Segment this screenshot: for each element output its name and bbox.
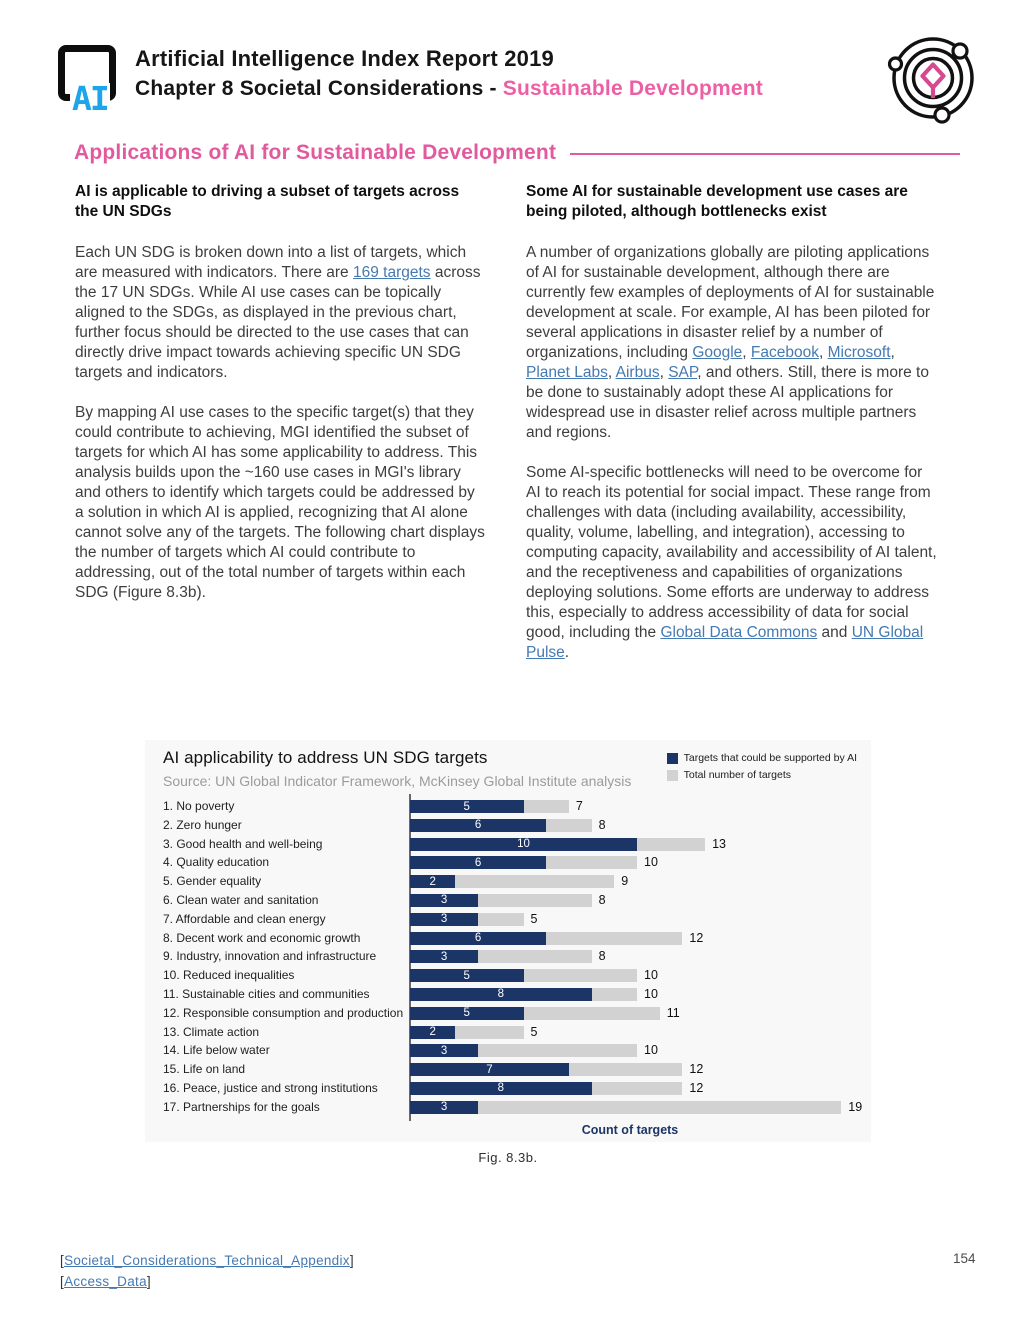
chart-bar-track bbox=[410, 910, 855, 929]
total-value-label: 19 bbox=[848, 1099, 863, 1114]
total-value-label: 12 bbox=[689, 930, 704, 945]
chart-row bbox=[163, 966, 855, 985]
chart-row bbox=[163, 929, 855, 948]
text-run: , bbox=[659, 364, 669, 381]
ai-value-label: 7 bbox=[486, 1063, 493, 1076]
ai-value-label: 2 bbox=[429, 875, 436, 888]
chart-bar-track bbox=[410, 816, 855, 835]
legend-swatch bbox=[667, 753, 678, 764]
bracket: [ bbox=[60, 1274, 65, 1289]
total-value-label: 8 bbox=[598, 817, 606, 832]
text-run: , and others. Still, there is more to be done to sustainably adopt these AI applications for widespread use in disaster relief across multiple partners and regions. bbox=[526, 364, 929, 441]
logo-ai-text: AI bbox=[72, 78, 108, 118]
ai-targets-bar bbox=[410, 969, 524, 982]
section-heading: Applications of AI for Sustainable Development bbox=[74, 141, 557, 164]
chart-title: AI applicability to address UN SDG targets bbox=[163, 748, 488, 767]
footer-link-line bbox=[60, 1250, 354, 1271]
ai-targets-bar bbox=[410, 932, 546, 945]
ai-value-label: 8 bbox=[497, 988, 504, 1001]
ai-value-label: 6 bbox=[474, 932, 482, 945]
chart-bar-track bbox=[410, 947, 855, 966]
chart-category-label: 17. Partnerships for the goals bbox=[163, 1099, 320, 1114]
text-run: By mapping AI use cases to the specific target(s) that they could contribute to achieving, MGI identified the subset of targets for which AI has some applicability to address. This analysis builds upon the ~160 use cases in MGI's library and others to identify which targets could be addressed by a solution in which AI is applied, recognizing that AI alone cannot solve any of the targets. The following chart displays the number of targets which AI could contribute to addressing, out of the total number of targets within each SDG (Figure 8.3b). bbox=[75, 404, 485, 601]
chart-row bbox=[163, 1023, 855, 1042]
chart-category-label: 4. Quality education bbox=[163, 855, 270, 870]
chart-row bbox=[163, 1098, 863, 1117]
total-value-label: 5 bbox=[530, 1024, 538, 1039]
orbit-icon bbox=[883, 28, 983, 128]
chart-category-label: 11. Sustainable cities and communities bbox=[163, 986, 370, 1001]
chart-category-label: 14. Life below water bbox=[163, 1043, 270, 1058]
right-column bbox=[526, 182, 937, 683]
text-run: and bbox=[817, 624, 852, 641]
left-column bbox=[75, 182, 486, 683]
ai-targets-bar bbox=[410, 913, 478, 926]
legend-label: Targets that could be supported by AI bbox=[683, 752, 857, 764]
chart-category-label: 10. Reduced inequalities bbox=[163, 968, 295, 983]
chart-bar-track bbox=[410, 1079, 855, 1098]
footer-link[interactable]: Societal_Considerations_Technical_Appendix bbox=[64, 1253, 350, 1268]
chart-category-label: 6. Clean water and sanitation bbox=[163, 892, 319, 907]
chart-row bbox=[163, 816, 855, 835]
right-paragraph-1 bbox=[526, 243, 937, 443]
ai-targets-bar bbox=[410, 1007, 524, 1020]
chart-row bbox=[163, 985, 855, 1004]
text-run: Some AI-specific bottlenecks will need to be overcome for AI to reach its potential for social impact. These range from challenges with data (including availability, accessibility, quality, volume, labelling, and integration), accessing to computing capacity, availability and accessibility of AI talent, and the receptiveness and capabilities of organizations deploying solutions. Some efforts are underway to address this, especially to address accessibility of data for social good, including the bbox=[526, 464, 937, 641]
total-value-label: 10 bbox=[644, 855, 658, 870]
ai-value-label: 5 bbox=[463, 1007, 470, 1020]
chart-row bbox=[163, 853, 855, 872]
chart-row bbox=[163, 1060, 855, 1079]
chart-bar-track bbox=[410, 1060, 855, 1079]
total-value-label: 10 bbox=[644, 1043, 658, 1058]
text-run: across the 17 UN SDGs. While AI use cases can be topically aligned to the SDGs, as displayed in the previous chart, further focus should be directed to the use cases that can directly drive impact towards achieving specific UN SDG targets and indicators. bbox=[75, 264, 481, 381]
ai-targets-bar bbox=[410, 800, 524, 813]
chart-category-label: 2. Zero hunger bbox=[163, 817, 242, 832]
right-paragraph-2 bbox=[526, 463, 937, 663]
chart-bar-track bbox=[410, 1004, 855, 1023]
chart-category-label: 12. Responsible consumption and production bbox=[163, 1005, 404, 1020]
chart-row bbox=[163, 872, 855, 891]
total-value-label: 8 bbox=[598, 949, 606, 964]
body-columns bbox=[75, 182, 937, 683]
text-link[interactable]: UN Global Pulse bbox=[526, 624, 924, 661]
section-divider-line bbox=[570, 153, 960, 155]
legend-swatch bbox=[667, 770, 678, 781]
chapter-title-highlight: Sustainable Development bbox=[502, 77, 763, 100]
ai-value-label: 5 bbox=[463, 800, 470, 813]
total-value-label: 12 bbox=[689, 1080, 704, 1095]
ai-index-logo bbox=[58, 45, 120, 118]
text-run: , bbox=[819, 344, 828, 361]
total-value-label: 9 bbox=[621, 874, 629, 889]
chart-bar-track bbox=[410, 966, 855, 985]
text-run: A number of organizations globally are piloting applications of AI for sustainable development, although there are currently few examples of deployments of AI for sustainable development at scale. For example, AI has been piloted for several applications in disaster relief by a number of organizations, including bbox=[526, 244, 935, 361]
total-value-label: 11 bbox=[666, 1005, 680, 1020]
chart-bar-track bbox=[410, 1041, 855, 1060]
ai-targets-bar bbox=[410, 838, 637, 851]
chart-row bbox=[163, 1041, 855, 1060]
chart-bar-track bbox=[410, 872, 855, 891]
ai-value-label: 3 bbox=[440, 894, 448, 907]
page-number: 154 bbox=[953, 1251, 976, 1266]
report-title: Artificial Intelligence Index Report 2019 bbox=[135, 46, 554, 71]
section-heading-row bbox=[74, 141, 960, 165]
chart-row bbox=[163, 835, 855, 854]
footer-link[interactable]: Access_Data bbox=[64, 1274, 147, 1289]
left-paragraph-2 bbox=[75, 403, 486, 603]
bracket: ] bbox=[349, 1253, 354, 1268]
ai-targets-bar bbox=[410, 950, 478, 963]
ai-value-label: 3 bbox=[440, 913, 448, 926]
ai-targets-bar bbox=[410, 856, 546, 869]
chart-bar-track bbox=[410, 891, 855, 910]
ai-value-label: 6 bbox=[474, 856, 482, 869]
text-run: , bbox=[890, 344, 895, 361]
ai-targets-bar bbox=[410, 1044, 478, 1057]
ai-value-label: 3 bbox=[440, 950, 448, 963]
chart-rows bbox=[163, 797, 863, 1117]
legend-item bbox=[667, 769, 857, 781]
total-value-label: 12 bbox=[689, 1062, 704, 1077]
chart-category-label: 15. Life on land bbox=[163, 1062, 246, 1077]
header-titles bbox=[135, 42, 763, 103]
ai-value-label: 8 bbox=[497, 1082, 504, 1095]
chart-source: Source: UN Global Indicator Framework, McKinsey Global Institute analysis bbox=[163, 773, 632, 789]
left-column-heading: AI is applicable to driving a subset of targets across the UN SDGs bbox=[75, 183, 460, 220]
ai-targets-bar bbox=[410, 1063, 569, 1076]
footer-link-line bbox=[60, 1271, 354, 1292]
ai-value-label: 2 bbox=[429, 1026, 436, 1039]
ai-targets-bar bbox=[410, 1026, 455, 1039]
text-run: , bbox=[742, 344, 751, 361]
chart-bar-track bbox=[410, 985, 855, 1004]
chart-category-label: 16. Peace, justice and strong institutions bbox=[163, 1080, 378, 1095]
chart-legend bbox=[667, 752, 857, 786]
chart-bar-track bbox=[410, 1098, 863, 1117]
chart-category-label: 13. Climate action bbox=[163, 1024, 260, 1039]
chart-category-label: 7. Affordable and clean energy bbox=[163, 911, 326, 926]
ai-value-label: 5 bbox=[463, 969, 470, 982]
sdg-chart bbox=[145, 740, 871, 1142]
chart-bar-track bbox=[410, 1023, 855, 1042]
ai-targets-bar bbox=[410, 894, 478, 907]
chart-bar-track bbox=[410, 853, 855, 872]
ai-value-label: 10 bbox=[517, 838, 530, 851]
chart-row bbox=[163, 797, 855, 816]
text-link[interactable]: Google bbox=[692, 344, 743, 361]
figure-caption: Fig. 8.3b. bbox=[478, 1150, 538, 1165]
ai-value-label: 3 bbox=[440, 1101, 448, 1114]
text-link[interactable]: Facebook bbox=[750, 344, 819, 361]
total-value-label: 7 bbox=[575, 799, 583, 813]
chart-bar-track bbox=[410, 797, 855, 816]
text-link[interactable]: Planet Labs bbox=[526, 364, 608, 381]
text-run: , bbox=[607, 364, 616, 381]
total-value-label: 5 bbox=[530, 911, 538, 926]
total-value-label: 10 bbox=[644, 968, 658, 983]
ai-targets-bar bbox=[410, 875, 455, 888]
text-link[interactable]: Global Data Commons bbox=[660, 624, 818, 641]
chart-x-axis-label: Count of targets bbox=[581, 1123, 679, 1137]
bracket: ] bbox=[146, 1274, 151, 1289]
chapter-title-prefix: Chapter 8 Societal Considerations - bbox=[135, 77, 503, 100]
total-value-label: 10 bbox=[644, 986, 658, 1001]
page-header bbox=[58, 42, 763, 118]
chart-bar-track bbox=[410, 929, 855, 948]
text-link[interactable]: SAP bbox=[668, 364, 698, 381]
ai-targets-bar bbox=[410, 988, 592, 1001]
text-link[interactable]: Airbus bbox=[615, 364, 660, 381]
ai-targets-bar bbox=[410, 1082, 592, 1095]
total-value-label: 13 bbox=[712, 836, 726, 851]
chart-row bbox=[163, 891, 855, 910]
ai-targets-bar bbox=[410, 1101, 478, 1114]
chart-category-label: 5. Gender equality bbox=[163, 874, 262, 889]
footer-links bbox=[60, 1250, 354, 1292]
text-link[interactable]: 169 targets bbox=[353, 264, 431, 281]
total-value-label: 8 bbox=[598, 892, 606, 907]
chart-row bbox=[163, 1079, 855, 1098]
ai-value-label: 6 bbox=[474, 819, 482, 832]
chart-category-label: 8. Decent work and economic growth bbox=[163, 930, 361, 945]
chart-category-label: 9. Industry, innovation and infrastructure bbox=[163, 949, 377, 964]
ai-targets-bar bbox=[410, 819, 546, 832]
left-paragraph-1 bbox=[75, 243, 486, 383]
chart-row bbox=[163, 947, 855, 966]
chart-bar-track bbox=[410, 835, 855, 854]
chart-category-label: 1. No poverty bbox=[163, 799, 235, 813]
bracket: [ bbox=[60, 1253, 65, 1268]
ai-value-label: 3 bbox=[440, 1044, 448, 1057]
legend-label: Total number of targets bbox=[683, 769, 792, 781]
text-link[interactable]: Microsoft bbox=[827, 344, 891, 361]
text-run: Each UN SDG is broken down into a list of targets, which are measured with indicators. There are bbox=[75, 244, 467, 281]
right-column-heading: Some AI for sustainable development use cases are being piloted, although bottlenecks exist bbox=[526, 183, 908, 220]
chart-category-label: 3. Good health and well-being bbox=[163, 836, 323, 851]
chart-row bbox=[163, 1004, 855, 1023]
text-run: . bbox=[564, 644, 570, 661]
legend-item bbox=[667, 752, 857, 764]
chapter-title bbox=[135, 74, 763, 103]
chart-row bbox=[163, 910, 855, 929]
